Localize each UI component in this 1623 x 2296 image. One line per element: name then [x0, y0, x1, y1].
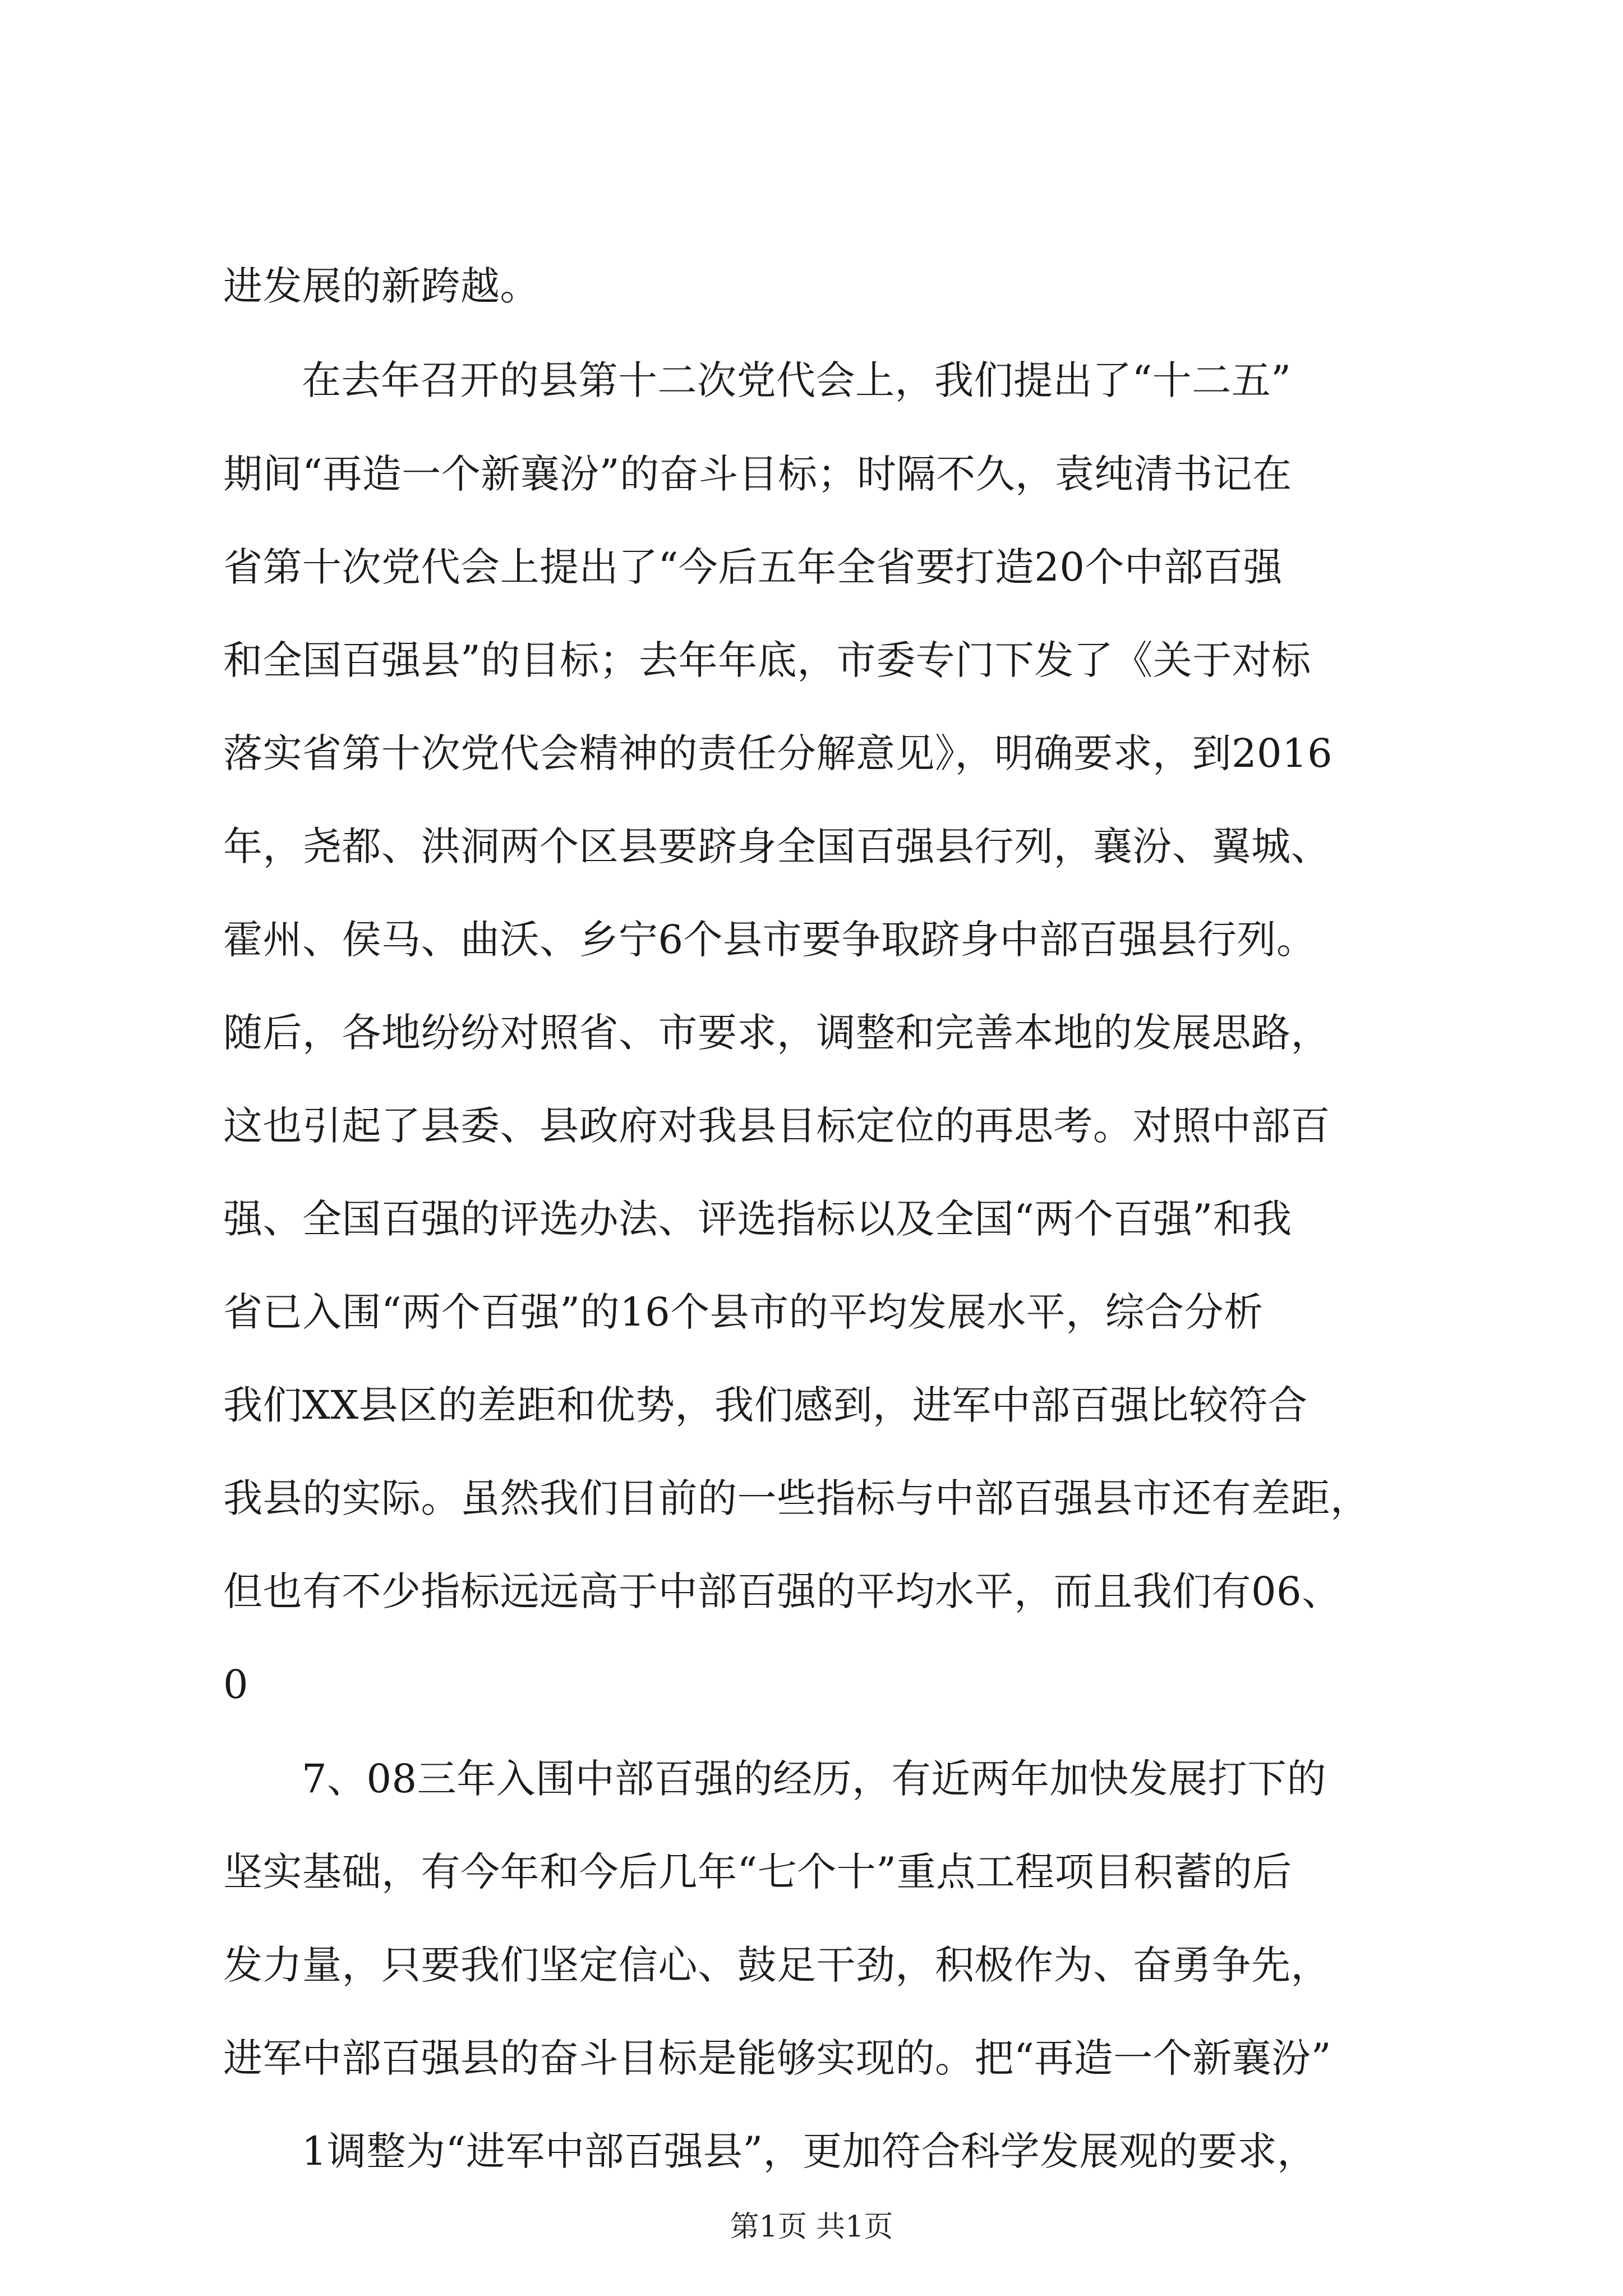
text-line-11: 强、全国百强的评选办法、评选指标以及全国“两个百强”和我 [223, 1196, 1292, 1242]
text-line-15: 但也有不少指标远远高于中部百强的平均水平，而且我们有06、 [223, 1568, 1341, 1614]
text-line-16: 0 [223, 1662, 249, 1708]
text-line-4: 省第十次党代会上提出了“今后五年全省要打造20个中部百强 [223, 544, 1283, 590]
text-line-9: 随后，各地纷纷对照省、市要求，调整和完善本地的发展思路， [223, 1010, 1330, 1056]
text-line-21: 1调整为“进军中部百强县”，更加符合科学发展观的要求， [302, 2128, 1317, 2174]
text-line-3: 期间“再造一个新襄汾”的奋斗目标；时隔不久，袁纯清书记在 [223, 451, 1292, 497]
text-line-10: 这也引起了县委、县政府对我县目标定位的再思考。对照中部百 [223, 1103, 1330, 1149]
text-line-14: 我县的实际。虽然我们目前的一些指标与中部百强县市还有差距， [223, 1475, 1370, 1521]
text-line-1: 进发展的新跨越。 [223, 263, 540, 309]
text-line-19: 发力量，只要我们坚定信心、鼓足干劲，积极作为、奋勇争先， [223, 1942, 1330, 1988]
text-line-5: 和全国百强县”的目标；去年年底，市委专门下发了《关于对标 [223, 637, 1311, 683]
text-line-20: 进军中部百强县的奋斗目标是能够实现的。把“再造一个新襄汾” [223, 2035, 1332, 2081]
text-line-8: 霍州、侯马、曲沃、乡宁6个县市要争取跻身中部百强县行列。 [223, 917, 1316, 963]
text-line-2: 在去年召开的县第十二次党代会上，我们提出了“十二五” [302, 357, 1292, 403]
text-line-7: 年，尧都、洪洞两个区县要跻身全国百强县行列，襄汾、翼城、 [223, 823, 1330, 869]
text-line-17: 7、08三年入围中部百强的经历，有近两年加快发展打下的 [302, 1756, 1327, 1802]
text-line-18: 坚实基础，有今年和今后几年“七个十”重点工程项目积蓄的后 [223, 1849, 1292, 1895]
text-line-6: 落实省第十次党代会精神的责任分解意见》，明确要求，到2016 [223, 730, 1333, 776]
page-footer: 第1页 共1页 [730, 2210, 893, 2244]
text-line-12: 省已入围“两个百强”的16个县市的平均发展水平，综合分析 [223, 1289, 1264, 1335]
text-line-13: 我们XX县区的差距和优势，我们感到，进军中部百强比较符合 [223, 1382, 1308, 1428]
